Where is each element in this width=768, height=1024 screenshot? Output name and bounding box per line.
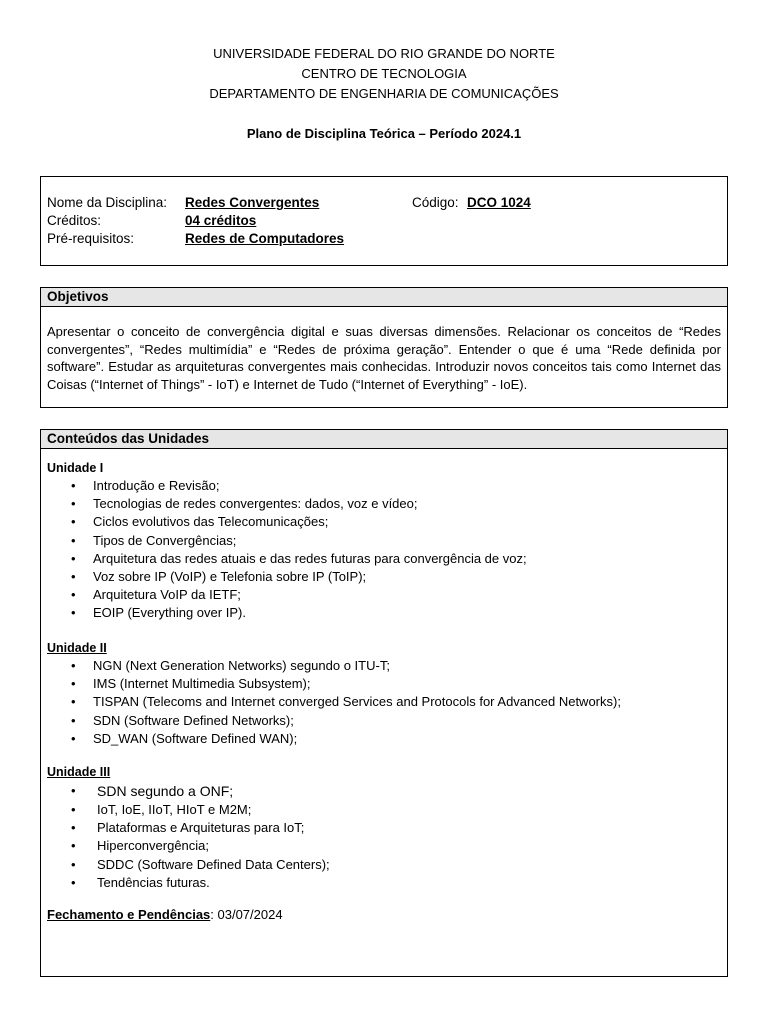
list-item: • NGN (Next Generation Networks) segundo o ITU-T;	[47, 657, 721, 675]
list-item: • Tecnologias de redes convergentes: dados, voz e vídeo;	[47, 495, 721, 513]
list-item: • SDN (Software Defined Networks);	[47, 712, 721, 730]
course-info-box	[40, 176, 728, 266]
contents-heading: Conteúdos das Unidades	[41, 430, 727, 449]
list-item: • Tendências futuras.	[47, 874, 721, 892]
course-name-label: Nome da Disciplina:	[47, 195, 168, 210]
unit-item-list	[47, 477, 721, 623]
unit-1	[47, 459, 721, 623]
closing-date: : 03/07/2024	[210, 907, 283, 922]
objectives-text: Apresentar o conceito de convergência digital e suas diversas dimensões. Relacionar os conceitos de “Redes convergentes”, “Redes multimídia” e “Redes de próxima geração”. Entender o que é uma “Rede definida por software”. Estudar as arquiteturas convergentes mais conhecidas. Introduzir novos conceitos tais como Internet das Coisas (“Internet of Things” - IoT) e Internet de Tudo (“Internet of Everything” - IoE).	[47, 324, 721, 392]
list-item: • Tipos de Convergências;	[47, 532, 721, 550]
unit-2	[47, 639, 721, 748]
unit-3	[47, 763, 721, 892]
list-item: • Plataformas e Arquiteturas para IoT;	[47, 819, 721, 837]
credits-value: 04 créditos	[185, 213, 257, 228]
list-item: • SDN segundo a ONF;	[47, 781, 721, 801]
objectives-box	[40, 287, 728, 408]
unit-item-list	[47, 781, 721, 892]
unit-item-list	[47, 657, 721, 748]
department-name: DEPARTAMENTO DE ENGENHARIA DE COMUNICAÇÕES	[209, 86, 559, 101]
list-item: • TISPAN (Telecoms and Internet converged Services and Protocols for Advanced Networks);	[47, 693, 721, 711]
prerequisites-value: Redes de Computadores	[185, 231, 345, 246]
list-item: • EOIP (Everything over IP).	[47, 604, 721, 622]
list-item: • IoT, IoE, IIoT, HIoT e M2M;	[47, 801, 721, 819]
contents-box	[40, 429, 728, 977]
closing-label: Fechamento e Pendências	[47, 907, 211, 922]
course-code-label: Código:	[412, 195, 459, 210]
list-item: • Introdução e Revisão;	[47, 477, 721, 495]
course-code-value: DCO 1024	[467, 195, 531, 210]
credits-label: Créditos:	[47, 213, 102, 228]
list-item: • SDDC (Software Defined Data Centers);	[47, 856, 721, 874]
document-header	[0, 44, 768, 104]
center-name: CENTRO DE TECNOLOGIA	[301, 66, 467, 81]
university-name: UNIVERSIDADE FEDERAL DO RIO GRANDE DO NORTE	[213, 46, 555, 61]
list-item: • IMS (Internet Multimedia Subsystem);	[47, 675, 721, 693]
list-item: • Hiperconvergência;	[47, 837, 721, 855]
unit-title: Unidade I	[47, 461, 104, 475]
unit-title: Unidade II	[47, 641, 107, 655]
course-name-value: Redes Convergentes	[185, 195, 320, 210]
list-item: • Arquitetura VoIP da IETF;	[47, 586, 721, 604]
list-item: • SD_WAN (Software Defined WAN);	[47, 730, 721, 748]
objectives-heading: Objetivos	[41, 288, 727, 307]
list-item: • Voz sobre IP (VoIP) e Telefonia sobre IP (ToIP);	[47, 568, 721, 586]
list-item: • Arquitetura das redes atuais e das redes futuras para convergência de voz;	[47, 550, 721, 568]
plan-title: Plano de Disciplina Teórica – Período 2024.1	[246, 126, 522, 141]
prerequisites-label: Pré-requisitos:	[47, 231, 135, 246]
list-item: • Ciclos evolutivos das Telecomunicações;	[47, 513, 721, 531]
closing-line	[47, 907, 283, 922]
unit-title: Unidade III	[47, 765, 111, 779]
